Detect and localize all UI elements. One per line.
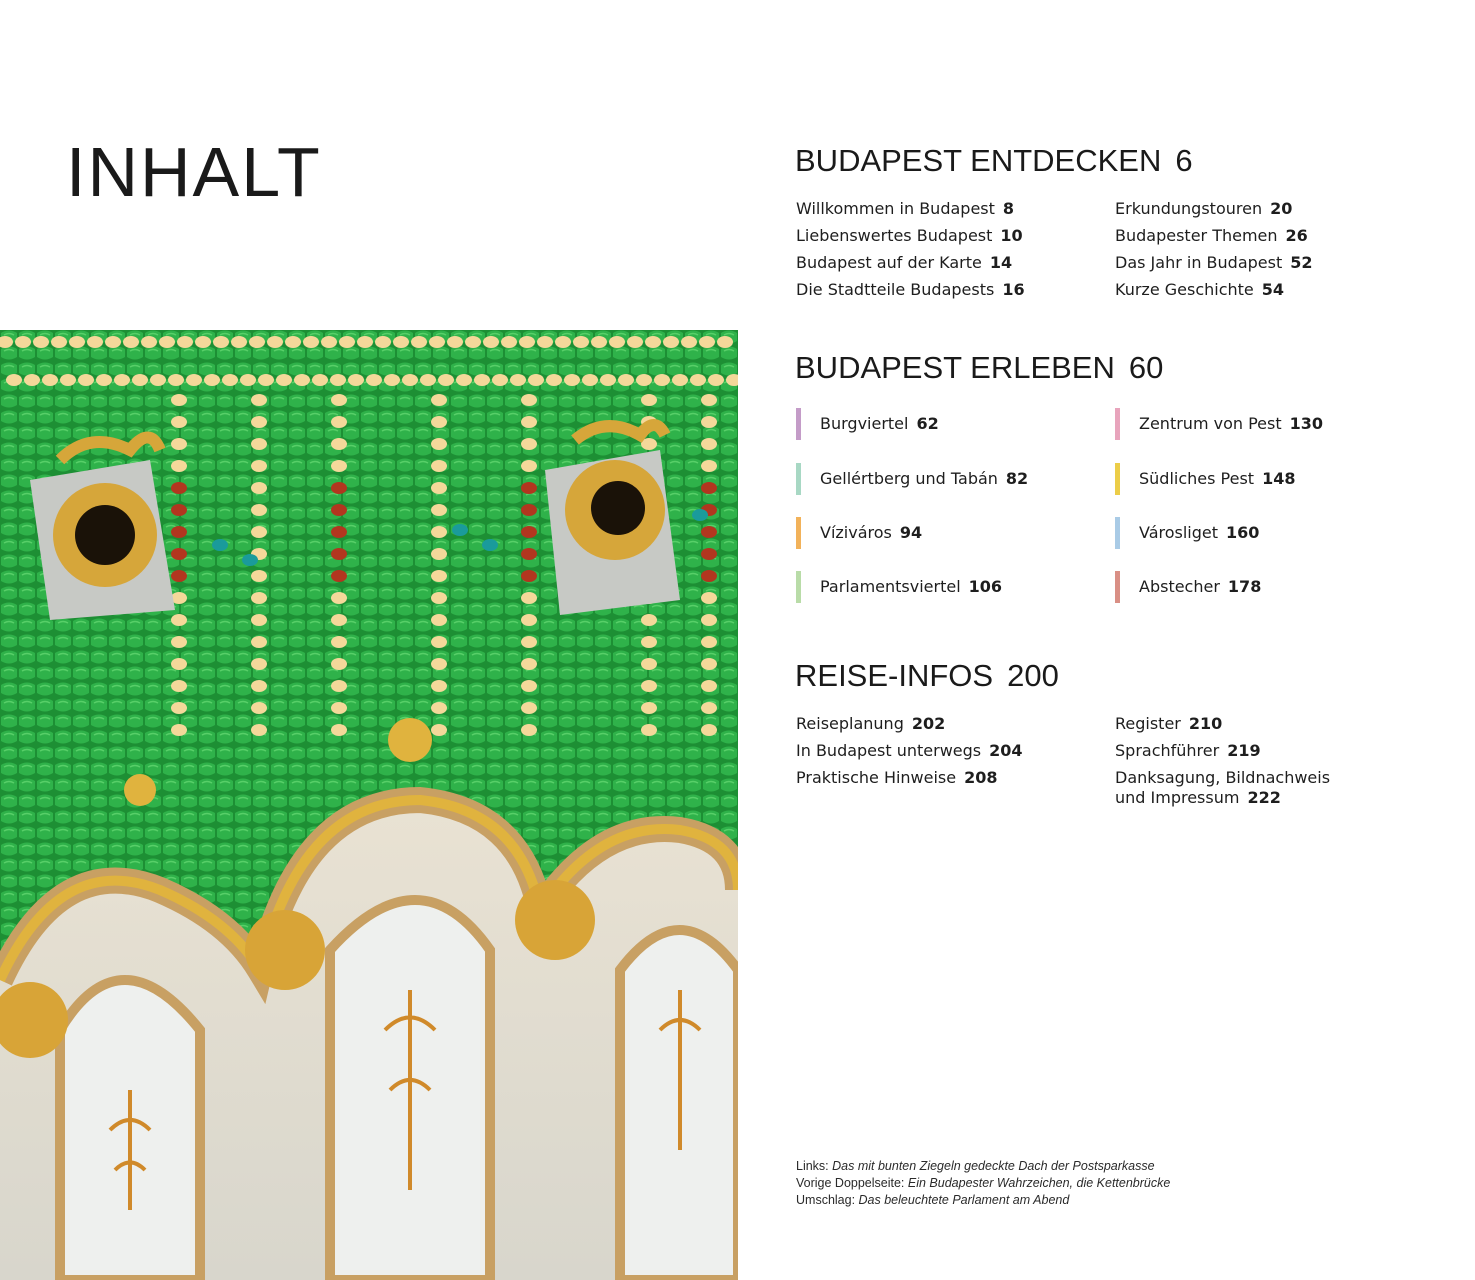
photo-captions [796,1158,1170,1209]
toc-entry[interactable]: Praktische Hinweise 208 [796,768,998,787]
color-bar [1115,463,1120,495]
toc-column-left [796,710,1023,791]
section-heading-entdecken: BUDAPEST ENTDECKEN 6 [795,143,1193,178]
area-entry[interactable]: Víziváros 94 [796,517,922,549]
toc-entry[interactable]: Budapester Themen 26 [1115,226,1308,245]
caption-line: Umschlag: Das beleuchtete Parlament am Abend [796,1193,1070,1207]
color-bar [796,463,801,495]
toc-entry[interactable]: Sprachführer 219 [1115,741,1261,760]
toc-column-right [1115,710,1345,808]
caption-line: Vorige Doppelseite: Ein Budapester Wahrzeichen, die Kettenbrücke [796,1176,1171,1190]
color-bar [1115,517,1120,549]
color-bar [796,571,801,603]
area-entry[interactable]: Gellértberg und Tabán 82 [796,463,1028,495]
toc-entry[interactable]: Die Stadtteile Budapests 16 [796,280,1025,299]
area-entry[interactable]: Abstecher 178 [1115,571,1261,603]
section-heading-erleben: BUDAPEST ERLEBEN 60 [795,350,1164,385]
toc-entry[interactable]: Das Jahr in Budapest 52 [1115,253,1313,272]
toc-entry[interactable]: Danksagung, Bildnachweis und Impressum 222 [1115,768,1331,807]
toc-entry[interactable]: Kurze Geschichte 54 [1115,280,1285,299]
area-entry[interactable]: Zentrum von Pest 130 [1115,408,1323,440]
color-bar [796,517,801,549]
area-entry[interactable]: Parlamentsviertel 106 [796,571,1002,603]
toc-entry[interactable]: Reiseplanung 202 [796,714,946,733]
toc-entry[interactable]: In Budapest unterwegs 204 [796,741,1023,760]
toc-entry[interactable]: Erkundungstouren 20 [1115,199,1293,218]
area-entry[interactable]: Südliches Pest 148 [1115,463,1295,495]
roof-tiles-photo [0,330,738,1280]
color-bar [796,408,801,440]
section-heading-reise-infos: REISE-INFOS 200 [795,658,1059,693]
toc-entry[interactable]: Willkommen in Budapest 8 [796,199,1015,218]
caption-line: Links: Das mit bunten Ziegeln gedeckte Dach der Postsparkasse [796,1159,1155,1173]
toc-column-left [796,195,1025,303]
toc-entry[interactable]: Register 210 [1115,714,1223,733]
page-title: INHALT [66,133,322,211]
toc-entry[interactable]: Budapest auf der Karte 14 [796,253,1013,272]
color-bar [1115,571,1120,603]
area-entry[interactable]: Városliget 160 [1115,517,1259,549]
color-bar [1115,408,1120,440]
toc-column-right [1115,195,1313,303]
area-entry[interactable]: Burgviertel 62 [796,408,939,440]
toc-entry[interactable]: Liebenswertes Budapest 10 [796,226,1023,245]
